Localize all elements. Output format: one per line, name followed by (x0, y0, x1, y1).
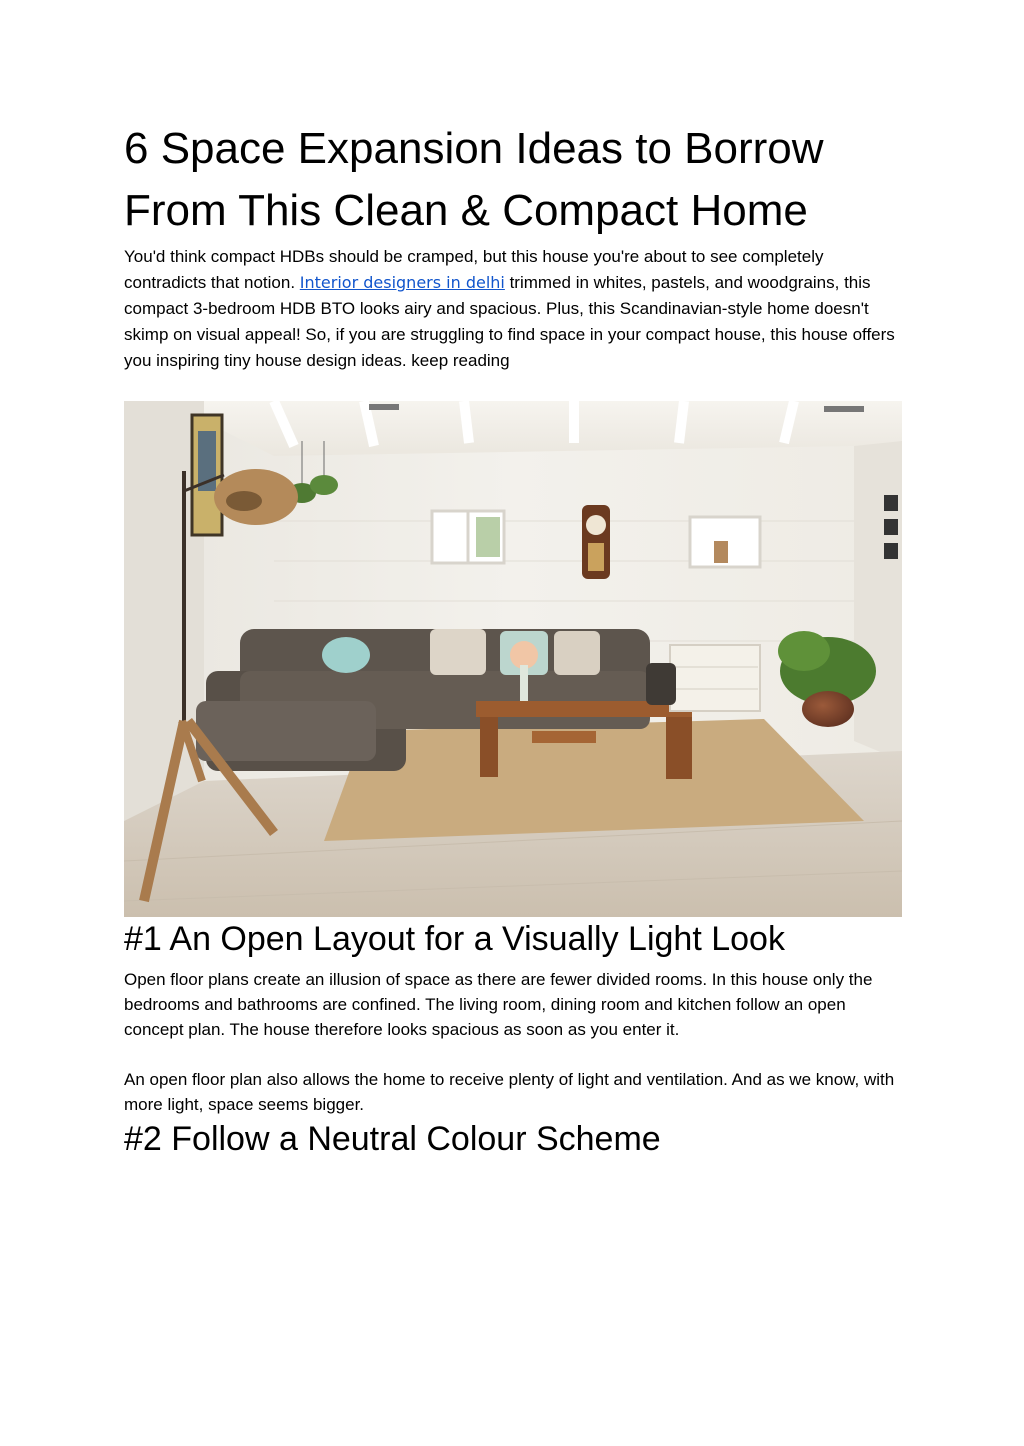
intro-text-start: You'd think compact HDBs should be cramped, but this house you're about to see completely contradicts that notion. (124, 247, 824, 292)
interior-designers-link[interactable]: Interior designers in delhi (299, 273, 505, 292)
intro-text-end: trimmed in whites, pastels, and woodgrains, this compact 3-bedroom HDB BTO looks airy and spacious. Plus, this Scandinavian-style home doesn't skimp on visual appeal! So, if you are struggling to find space in your compact house, this house offers you inspiring tiny house design ideas. keep reading (124, 273, 895, 370)
section-1-heading: #1 An Open Layout for a Visually Light Look (124, 920, 785, 958)
paragraph-spacer (124, 1042, 904, 1067)
section-2-heading: #2 Follow a Neutral Colour Scheme (124, 1120, 661, 1158)
living-room-photo (124, 401, 902, 917)
section-1-paragraph-1: Open floor plans create an illusion of space as there are fewer divided rooms. In this house only the bedrooms and bathrooms are confined. The living room, dining room and kitchen follow an open concept plan. The house therefore looks spacious as soon as you enter it. (124, 970, 873, 1039)
document-page (124, 118, 904, 1161)
section-1-paragraph-2: An open floor plan also allows the home to receive plenty of light and ventilation. And as we know, with more light, space seems bigger. (124, 1070, 895, 1114)
article-title: 6 Space Expansion Ideas to Borrow From This Clean & Compact Home (124, 124, 824, 235)
intro-paragraph (124, 244, 904, 374)
